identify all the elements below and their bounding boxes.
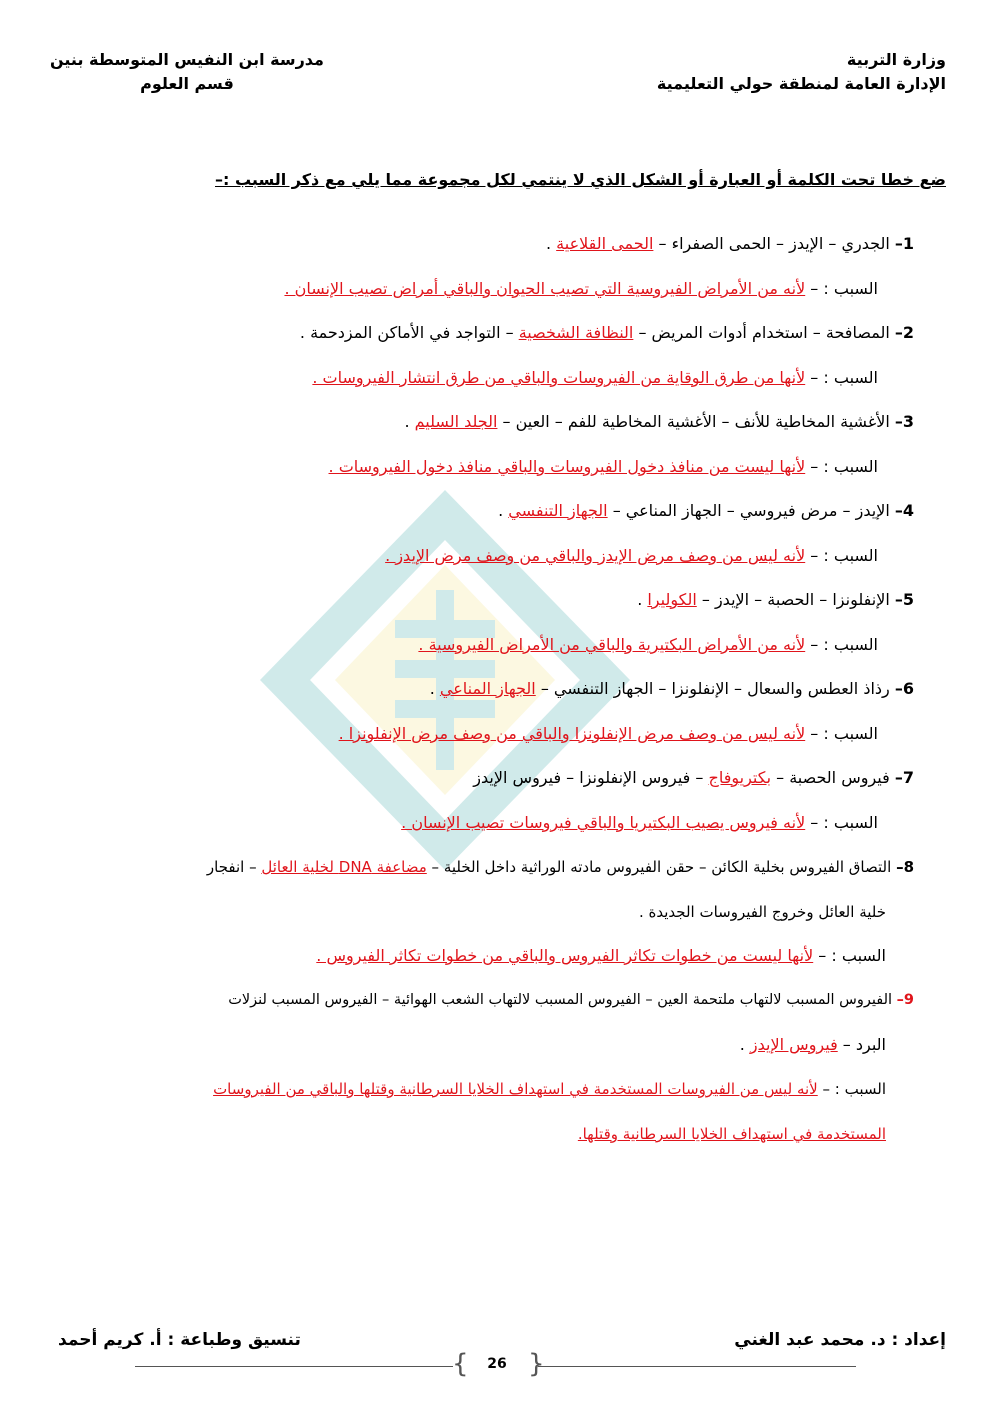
ministry-header	[657, 48, 946, 96]
item-number: 7–	[894, 768, 914, 787]
item-text: التصاق الفيروس بخلية الكائن – حقن الفيروس مادته الوراثية داخل الخلية –	[426, 858, 892, 876]
school-header	[50, 48, 324, 96]
reason-text: لأنه من الأمراض الفيروسية التي تصيب الحيوان والباقي أمراض تصيب الإنسان .	[284, 279, 806, 298]
item-number: 6–	[894, 679, 914, 698]
reason-text: لأنه ليس من الفيروسات المستخدمة في استهداف الخلايا السرطانية وقتلها والباقي من الفيروسات	[213, 1080, 818, 1098]
reason-text: لأنه فيروس يصيب البكتيريا والباقي فيروسات تصيب الإنسان .	[401, 813, 806, 832]
item-9	[228, 988, 914, 1012]
item-number: 9–	[896, 992, 914, 1008]
item-number: 8–	[896, 858, 914, 876]
reason-1	[284, 277, 878, 301]
reason-label: السبب : –	[810, 457, 878, 476]
item-text: المصافحة – استخدام أدوات المريض –	[633, 323, 890, 342]
item-number: 2–	[894, 323, 914, 342]
reason-4	[385, 544, 878, 568]
question-instruction: ضع خطا تحت الكلمة أو العبارة أو الشكل الذي لا ينتمي لكل مجموعة مما يلي مع ذكر السبب :–	[215, 170, 946, 189]
reason-8	[316, 944, 886, 968]
answer-odd-one: الحمى القلاعية	[556, 234, 654, 253]
item-number: 3–	[894, 412, 914, 431]
reason-7	[401, 811, 878, 835]
page-number: 26	[487, 1356, 507, 1372]
reason-text: لأنه من الأمراض البكتيرية والباقي من الأمراض الفيروسية .	[418, 635, 806, 654]
footer-rule	[538, 1366, 856, 1367]
bracket-open-icon: {	[452, 1349, 469, 1379]
item-number: 1–	[894, 234, 914, 253]
reason-9-continued	[578, 1122, 886, 1146]
formatted-by: تنسيق وطباعة : أ. كريم أحمد	[58, 1330, 301, 1350]
prepared-by: إعداد : د. محمد عبد الغني	[734, 1330, 946, 1350]
item-number: 4–	[894, 501, 914, 520]
reason-text: المستخدمة في استهداف الخلايا السرطانية وقتلها.	[577, 1125, 886, 1143]
item-5: 5– الإنفلونزا – الحصبة – الإيدز – الكوليرا .	[637, 590, 914, 609]
answer-odd-one: الكوليرا	[647, 590, 697, 609]
department-name: قسم العلوم	[140, 74, 234, 93]
reason-label: السبب : –	[810, 279, 878, 298]
reason-label: السبب : –	[810, 546, 878, 565]
item-text: الفيروس المسبب لالتهاب ملتحمة العين – الفيروس المسبب لالتهاب الشعب الهوائية – الفيروس المسبب لنزلات	[228, 992, 893, 1008]
reason-text: لأنه ليس من وصف مرض الإنفلونزا والباقي من وصف مرض الإنفلونزا .	[338, 724, 806, 743]
reason-9	[213, 1077, 886, 1101]
item-1: 1– الجدري – الإيدز – الحمى الصفراء – الحمى القلاعية .	[545, 234, 914, 253]
reason-label: السبب : –	[810, 635, 878, 654]
answer-odd-one: الجهاز التنفسي	[508, 501, 608, 520]
ministry-name: وزارة التربية	[846, 50, 946, 69]
reason-label: السبب : –	[822, 1080, 886, 1098]
reason-text: لأنه ليس من وصف مرض الإيدز والباقي من وصف مرض الإيدز .	[385, 546, 806, 565]
reason-text: لأنها ليست من خطوات تكاثر الفيروس والباقي من خطوات تكاثر الفيروس .	[316, 946, 814, 965]
item-2: 2– المصافحة – استخدام أدوات المريض – النظافة الشخصية – التواجد في الأماكن المزدحمة .	[299, 323, 914, 342]
item-4: 4– الإيدز – مرض فيروسي – الجهاز المناعي – الجهاز التنفسي .	[498, 501, 914, 520]
reason-label: السبب : –	[810, 368, 878, 387]
answer-odd-one: الجلد السليم	[414, 412, 498, 431]
item-6: 6– رذاذ العطس والسعال – الإنفلونزا – الجهاز التنفسي – الجهاز المناعي .	[429, 679, 914, 698]
item-9-continued: البرد – فيروس الإيدز .	[739, 1035, 886, 1054]
item-number: 5–	[894, 590, 914, 609]
reason-text: لأنها ليست من منافذ دخول الفيروسات والباقي منافذ دخول الفيروسات .	[328, 457, 806, 476]
reason-label: السبب : –	[818, 946, 886, 965]
reason-5	[418, 633, 878, 657]
item-text: الإنفلونزا – الحصبة – الإيدز –	[696, 590, 890, 609]
answer-odd-one: بكتريوفاج	[708, 768, 772, 787]
answer-odd-one: مضاعفة DNA لخلية العائل	[261, 858, 427, 876]
item-text: الأغشية المخاطية للأنف – الأغشية المخاطية للفم – العين –	[497, 412, 890, 431]
item-7: 7– فيروس الحصبة – بكتريوفاج – فيروس الإنفلونزا – فيروس الإيدز	[473, 768, 914, 787]
bracket-close-icon: }	[528, 1349, 545, 1379]
footer-rule	[135, 1366, 453, 1367]
reason-6	[339, 722, 878, 746]
item-text: رذاذ العطس والسعال – الإنفلونزا – الجهاز التنفسي –	[535, 679, 890, 698]
district-name: الإدارة العامة لمنطقة حولي التعليمية	[656, 74, 946, 93]
item-8-continued: خلية العائل وخروج الفيروسات الجديدة .	[638, 903, 886, 921]
reason-label: السبب : –	[810, 724, 878, 743]
item-3: 3– الأغشية المخاطية للأنف – الأغشية المخاطية للفم – العين – الجلد السليم .	[404, 412, 914, 431]
reason-text: لأنها من طرق الوقاية من الفيروسات والباقي من طرق انتشار الفيروسات .	[312, 368, 806, 387]
item-8: 8– التصاق الفيروس بخلية الكائن – حقن الفيروس مادته الوراثية داخل الخلية – مضاعفة DNA لخلية العائل – انفجار	[206, 858, 914, 876]
answer-odd-one: الجهاز المناعي	[439, 679, 536, 698]
item-text: الإيدز – مرض فيروسي – الجهاز المناعي –	[607, 501, 890, 520]
item-text: فيروس الحصبة –	[771, 768, 890, 787]
reason-3	[329, 455, 878, 479]
answer-odd-one: النظافة الشخصية	[518, 323, 634, 342]
reason-label: السبب : –	[810, 813, 878, 832]
answer-odd-one: فيروس الإيدز	[749, 1035, 838, 1054]
school-name: مدرسة ابن النفيس المتوسطة بنين	[50, 50, 324, 69]
reason-2	[312, 366, 878, 390]
item-text: الجدري – الإيدز – الحمى الصفراء –	[653, 234, 890, 253]
